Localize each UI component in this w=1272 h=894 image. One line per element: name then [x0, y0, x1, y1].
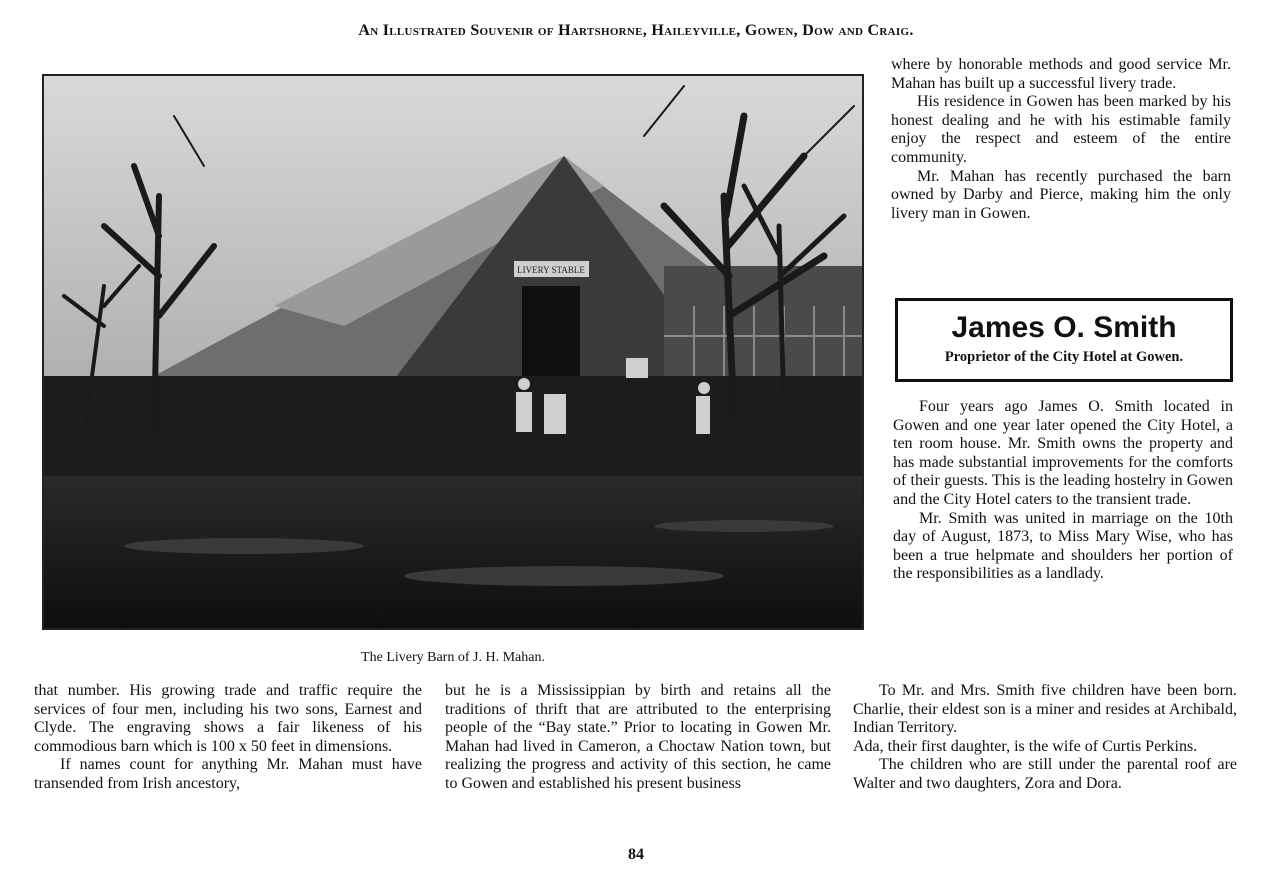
- page-number: 84: [628, 846, 644, 863]
- paragraph: that number. His growing trade and traffic require the services of four men, including his two sons, Earnest and Clyde. The engraving shows a fair likeness of his commodious barn which is 100 x 50 feet in dimensions.: [34, 682, 422, 755]
- paragraph: If names count for anything Mr. Mahan must have transended from Irish ancestory,: [34, 756, 422, 792]
- paragraph: Mr. Mahan has recently purchased the barn owned by Darby and Pierce, making him the only livery man in Gowen.: [891, 167, 1231, 222]
- profile-subtitle: Proprietor of the City Hotel at Gowen.: [944, 349, 1184, 365]
- paragraph: His residence in Gowen has been marked by his honest dealing and he with his estimable family enjoy the respect and esteem of the entire community.: [891, 93, 1231, 166]
- paragraph: Ada, their first daughter, is the wife of Curtis Perkins.: [853, 737, 1198, 755]
- livery-barn-photo: [42, 74, 864, 630]
- paragraph: Four years ago James O. Smith located in Gowen and one year later opened the City Hotel, a ten room house. Mr. Smith owns the property and has made substantial improvements for the comforts of their guests. This is the leading hostelry in Gowen and the City Hotel caters to the transient trade.: [893, 398, 1233, 508]
- article-column-c-mid: [893, 398, 1233, 584]
- paragraph: The children who are still under the parental roof are Walter and two daughters, Zora and Dora.: [853, 756, 1237, 792]
- paragraph: Mr. Smith was united in marriage on the 10th day of August, 1873, to Miss Mary Wise, who has been a true helpmate and shoulders her portion of the responsibilities as a landlady.: [893, 509, 1233, 583]
- photo-caption: The Livery Barn of J. H. Mahan.: [361, 650, 545, 665]
- paragraph: but he is a Mississippian by birth and retains all the traditions of thrift that are attributed to the enterprising people of the “Bay state.” Prior to locating in Gowen Mr. Mahan had lived in Cameron, a Choctaw Nation town, but realizing the progress and activity of this section, he came to Gowen and established his present business: [445, 682, 831, 792]
- barn-engraving: [44, 76, 862, 628]
- profile-name: James O. Smith: [951, 311, 1177, 344]
- profile-heading-box: [895, 298, 1233, 382]
- paragraph: To Mr. and Mrs. Smith five children have been born. Charlie, their eldest son is a miner and resides at Archibald, Indian Territory.: [853, 682, 1237, 737]
- article-column-a: [34, 682, 422, 794]
- article-column-c-bottom: [853, 682, 1237, 794]
- paragraph: where by honorable methods and good service Mr. Mahan has built up a successful livery trade.: [891, 56, 1231, 92]
- article-column-c-top: [891, 56, 1231, 223]
- running-header: An Illustrated Souvenir of Hartshorne, Haileyville, Gowen, Dow and Craig.: [358, 22, 914, 39]
- barn-sign-text: LIVERY STABLE: [517, 265, 585, 275]
- article-column-b: [445, 682, 831, 794]
